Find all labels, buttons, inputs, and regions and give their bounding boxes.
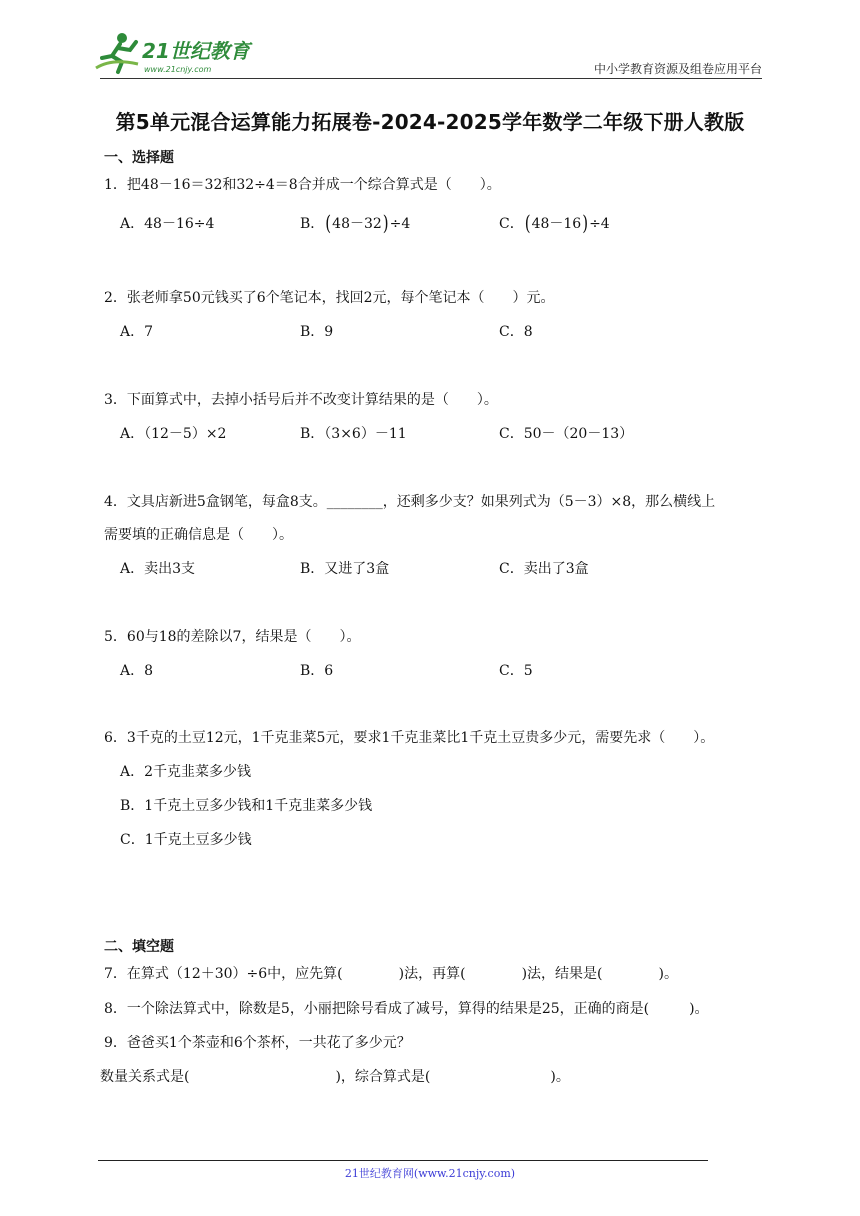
question-4-stem-line1: 4．文具店新进5盒钢笔，每盒8支。________，还剩多少支？如果列式为（5－3）×8，那么横线上 (104, 494, 716, 510)
question-7: 7．在算式（12＋30）÷6中，应先算( )法，再算( )法，结果是( )。 (104, 966, 678, 982)
question-3-stem: 3．下面算式中，去掉小括号后并不改变计算结果的是（ ）。 (104, 392, 498, 408)
question-1-stem: 1．把48－16＝32和32÷4＝8合并成一个综合算式是（ ）。 (104, 177, 501, 193)
question-5-stem: 5．60与18的差除以7，结果是（ ）。 (104, 629, 361, 645)
question-4-stem-line2: 需要填的正确信息是（ ）。 (104, 527, 293, 543)
footer-link[interactable]: 21世纪教育网(www.21cnjy.com) (344, 1167, 516, 1180)
question-6-option-b: B．1千克土豆多少钱和1千克韭菜多少钱 (120, 798, 373, 814)
svg-text:www.21cnjy.com: www.21cnjy.com (144, 65, 212, 74)
question-9-stem: 9．爸爸买1个茶壶和6个茶杯，一共花了多少元？ (104, 1035, 411, 1051)
question-8: 8．一个除法算式中，除数是5，小丽把除号看成了减号，算得的结果是25，正确的商是( )。 (104, 1001, 709, 1017)
question-2-option-b: B．9 (300, 324, 334, 340)
question-4-option-a: A．卖出3支 (120, 561, 196, 577)
header-divider (100, 78, 762, 79)
header-tagline: 中小学教育资源及组卷应用平台 (593, 62, 762, 76)
question-4-option-b: B．又进了3盒 (300, 561, 390, 577)
question-1-option-b: B．(48－32)÷4 (300, 210, 411, 236)
question-3-option-a: A．（12－5）×2 (120, 426, 227, 442)
question-6-option-c: C．1千克土豆多少钱 (120, 832, 252, 848)
question-2-option-c: C．8 (499, 324, 533, 340)
footer-divider (98, 1160, 708, 1161)
question-2-option-a: A．7 (120, 324, 154, 340)
svg-text:21世纪教育: 21世纪教育 (142, 39, 250, 63)
question-5-option-a: A．8 (120, 663, 154, 679)
site-logo (92, 28, 262, 78)
question-3-option-b: B．（3×6）－11 (300, 426, 407, 442)
question-6-option-a: A．2千克韭菜多少钱 (120, 764, 252, 780)
question-1-option-a: A．48－16÷4 (120, 216, 215, 232)
question-2-stem: 2．张老师拿50元钱买了6个笔记本，找回2元，每个笔记本（ ）元。 (104, 290, 555, 306)
section-heading-choice: 一、选择题 (104, 150, 174, 166)
question-9-answers: 数量关系式是( )，综合算式是( )。 (100, 1069, 570, 1085)
question-6-stem: 6．3千克的土豆12元，1千克韭菜5元，要求1千克韭菜比1千克土豆贵多少元，需要先求（ ）。 (104, 730, 715, 746)
runner-icon (96, 33, 138, 72)
question-4-option-c: C．卖出了3盒 (499, 561, 589, 577)
section-heading-fill: 二、填空题 (104, 939, 174, 955)
question-1-option-c: C．(48－16)÷4 (499, 210, 610, 236)
page-title: 第5单元混合运算能力拓展卷-2024-2025学年数学二年级下册人教版 (115, 110, 745, 134)
question-3-option-c: C．50－（20－13） (499, 426, 634, 442)
question-5-option-b: B．6 (300, 663, 334, 679)
question-5-option-c: C．5 (499, 663, 533, 679)
